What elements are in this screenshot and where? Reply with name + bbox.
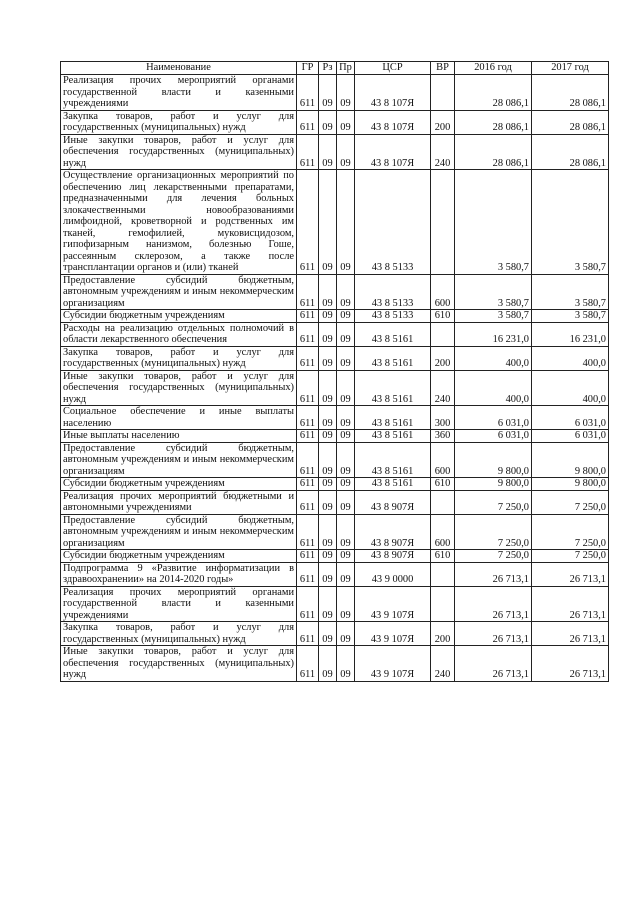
cell-rz: 09 xyxy=(319,134,337,170)
cell-2017: 6 031,0 xyxy=(532,430,609,443)
header-2016: 2016 год xyxy=(455,62,532,75)
cell-vr: 200 xyxy=(431,110,455,134)
cell-2017: 28 086,1 xyxy=(532,75,609,111)
cell-csr: 43 9 107Я xyxy=(355,646,431,682)
cell-name: Предоставление субсидий бюджетным, автономным учреждениям и иным некоммерческим организациям xyxy=(61,514,297,550)
table-row xyxy=(61,490,609,514)
cell-rz: 09 xyxy=(319,430,337,443)
cell-rz: 09 xyxy=(319,406,337,430)
cell-gr: 611 xyxy=(297,550,319,563)
table-row xyxy=(61,322,609,346)
cell-gr: 611 xyxy=(297,514,319,550)
cell-vr: 200 xyxy=(431,622,455,646)
cell-2016: 26 713,1 xyxy=(455,622,532,646)
cell-2017: 16 231,0 xyxy=(532,322,609,346)
cell-name: Предоставление субсидий бюджетным, автономным учреждениям и иным некоммерческим организациям xyxy=(61,274,297,310)
cell-name: Реализация прочих мероприятий бюджетными и автономными учреждениями xyxy=(61,490,297,514)
cell-name: Субсидии бюджетным учреждениям xyxy=(61,478,297,491)
cell-2016: 3 580,7 xyxy=(455,274,532,310)
cell-2017: 7 250,0 xyxy=(532,490,609,514)
header-gr: ГР xyxy=(297,62,319,75)
cell-2016: 28 086,1 xyxy=(455,110,532,134)
cell-name: Субсидии бюджетным учреждениям xyxy=(61,550,297,563)
cell-2017: 26 713,1 xyxy=(532,586,609,622)
cell-name: Закупка товаров, работ и услуг для государственных (муниципальных) нужд xyxy=(61,622,297,646)
cell-vr xyxy=(431,562,455,586)
table-row xyxy=(61,310,609,323)
cell-csr: 43 9 107Я xyxy=(355,622,431,646)
cell-vr xyxy=(431,586,455,622)
cell-vr xyxy=(431,75,455,111)
cell-gr: 611 xyxy=(297,646,319,682)
table-row xyxy=(61,514,609,550)
table-row xyxy=(61,586,609,622)
cell-2017: 3 580,7 xyxy=(532,274,609,310)
table-row xyxy=(61,274,609,310)
cell-2017: 3 580,7 xyxy=(532,170,609,275)
cell-2016: 26 713,1 xyxy=(455,586,532,622)
table-row xyxy=(61,442,609,478)
cell-gr: 611 xyxy=(297,562,319,586)
cell-2017: 7 250,0 xyxy=(532,550,609,563)
cell-2016: 3 580,7 xyxy=(455,170,532,275)
cell-rz: 09 xyxy=(319,75,337,111)
table-header-row xyxy=(61,62,609,75)
cell-csr: 43 8 5161 xyxy=(355,478,431,491)
cell-pr: 09 xyxy=(337,562,355,586)
cell-name: Иные закупки товаров, работ и услуг для обеспечения государственных (муниципальных) нужд xyxy=(61,134,297,170)
cell-2016: 6 031,0 xyxy=(455,430,532,443)
header-name: Наименование xyxy=(61,62,297,75)
cell-name: Социальное обеспечение и иные выплаты населению xyxy=(61,406,297,430)
cell-2017: 26 713,1 xyxy=(532,646,609,682)
cell-rz: 09 xyxy=(319,322,337,346)
header-csr: ЦСР xyxy=(355,62,431,75)
table-row xyxy=(61,430,609,443)
table-row xyxy=(61,562,609,586)
cell-2016: 7 250,0 xyxy=(455,490,532,514)
cell-rz: 09 xyxy=(319,370,337,406)
cell-pr: 09 xyxy=(337,586,355,622)
cell-rz: 09 xyxy=(319,110,337,134)
cell-rz: 09 xyxy=(319,586,337,622)
cell-csr: 43 8 907Я xyxy=(355,490,431,514)
cell-name: Расходы на реализацию отдельных полномочий в области лекарственного обеспечения xyxy=(61,322,297,346)
cell-2017: 9 800,0 xyxy=(532,442,609,478)
header-2017: 2017 год xyxy=(532,62,609,75)
cell-2017: 26 713,1 xyxy=(532,562,609,586)
cell-vr: 360 xyxy=(431,430,455,443)
cell-csr: 43 8 5133 xyxy=(355,274,431,310)
cell-pr: 09 xyxy=(337,514,355,550)
cell-csr: 43 8 907Я xyxy=(355,550,431,563)
cell-gr: 611 xyxy=(297,370,319,406)
cell-pr: 09 xyxy=(337,622,355,646)
cell-2016: 26 713,1 xyxy=(455,562,532,586)
cell-vr xyxy=(431,322,455,346)
cell-csr: 43 9 107Я xyxy=(355,586,431,622)
cell-2017: 3 580,7 xyxy=(532,310,609,323)
cell-2017: 28 086,1 xyxy=(532,134,609,170)
cell-gr: 611 xyxy=(297,346,319,370)
cell-vr: 600 xyxy=(431,442,455,478)
cell-rz: 09 xyxy=(319,170,337,275)
cell-2016: 7 250,0 xyxy=(455,514,532,550)
table-row xyxy=(61,478,609,491)
table-row xyxy=(61,110,609,134)
cell-2016: 3 580,7 xyxy=(455,310,532,323)
cell-vr: 600 xyxy=(431,274,455,310)
cell-csr: 43 9 0000 xyxy=(355,562,431,586)
cell-name: Предоставление субсидий бюджетным, автономным учреждениям и иным некоммерческим организациям xyxy=(61,442,297,478)
cell-rz: 09 xyxy=(319,442,337,478)
cell-rz: 09 xyxy=(319,346,337,370)
cell-pr: 09 xyxy=(337,310,355,323)
cell-pr: 09 xyxy=(337,430,355,443)
cell-2016: 400,0 xyxy=(455,370,532,406)
cell-csr: 43 8 907Я xyxy=(355,514,431,550)
cell-2017: 400,0 xyxy=(532,346,609,370)
cell-name: Субсидии бюджетным учреждениям xyxy=(61,310,297,323)
cell-rz: 09 xyxy=(319,550,337,563)
header-rz: Рз xyxy=(319,62,337,75)
cell-2017: 7 250,0 xyxy=(532,514,609,550)
cell-gr: 611 xyxy=(297,75,319,111)
cell-gr: 611 xyxy=(297,134,319,170)
budget-table xyxy=(60,61,609,682)
cell-vr: 200 xyxy=(431,346,455,370)
cell-2017: 26 713,1 xyxy=(532,622,609,646)
cell-csr: 43 8 5161 xyxy=(355,406,431,430)
cell-name: Реализация прочих мероприятий органами государственной власти и казенными учреждениями xyxy=(61,586,297,622)
cell-2016: 7 250,0 xyxy=(455,550,532,563)
header-vr: ВР xyxy=(431,62,455,75)
cell-csr: 43 8 5161 xyxy=(355,442,431,478)
cell-vr: 240 xyxy=(431,134,455,170)
cell-name: Иные закупки товаров, работ и услуг для обеспечения государственных (муниципальных) нужд xyxy=(61,646,297,682)
cell-vr: 610 xyxy=(431,478,455,491)
cell-gr: 611 xyxy=(297,110,319,134)
cell-name: Иные закупки товаров, работ и услуг для обеспечения государственных (муниципальных) нужд xyxy=(61,370,297,406)
cell-rz: 09 xyxy=(319,310,337,323)
cell-2017: 6 031,0 xyxy=(532,406,609,430)
cell-gr: 611 xyxy=(297,310,319,323)
cell-vr: 240 xyxy=(431,646,455,682)
cell-2016: 28 086,1 xyxy=(455,75,532,111)
cell-gr: 611 xyxy=(297,442,319,478)
cell-csr: 43 8 5133 xyxy=(355,170,431,275)
cell-gr: 611 xyxy=(297,430,319,443)
cell-csr: 43 8 5161 xyxy=(355,322,431,346)
cell-2016: 28 086,1 xyxy=(455,134,532,170)
cell-2016: 400,0 xyxy=(455,346,532,370)
cell-pr: 09 xyxy=(337,442,355,478)
cell-csr: 43 8 5161 xyxy=(355,430,431,443)
cell-pr: 09 xyxy=(337,478,355,491)
cell-pr: 09 xyxy=(337,490,355,514)
table-row xyxy=(61,75,609,111)
cell-vr: 300 xyxy=(431,406,455,430)
cell-gr: 611 xyxy=(297,622,319,646)
cell-csr: 43 8 107Я xyxy=(355,134,431,170)
cell-gr: 611 xyxy=(297,274,319,310)
cell-csr: 43 8 5161 xyxy=(355,346,431,370)
table-row xyxy=(61,646,609,682)
cell-pr: 09 xyxy=(337,110,355,134)
table-row xyxy=(61,370,609,406)
cell-pr: 09 xyxy=(337,370,355,406)
cell-vr: 240 xyxy=(431,370,455,406)
cell-name: Подпрограмма 9 «Развитие информатизации в здравоохранении» на 2014-2020 годы» xyxy=(61,562,297,586)
table-row xyxy=(61,346,609,370)
cell-name: Осуществление организационных мероприятий по обеспечению лиц лекарственными препаратами, предназначенными для лечения больных злокачественными новообразованиями лимфоидной, кроветворной и родственных им тканей, гемофилией, муковисцидозом, гипофизарным нанизмом, болезнью Гоше, рассеянным склерозом, а также после трансплантации органов и (или) тканей xyxy=(61,170,297,275)
cell-2016: 9 800,0 xyxy=(455,442,532,478)
table-row xyxy=(61,170,609,275)
cell-pr: 09 xyxy=(337,274,355,310)
table-row xyxy=(61,622,609,646)
cell-rz: 09 xyxy=(319,622,337,646)
cell-rz: 09 xyxy=(319,490,337,514)
cell-gr: 611 xyxy=(297,586,319,622)
cell-csr: 43 8 107Я xyxy=(355,110,431,134)
cell-gr: 611 xyxy=(297,478,319,491)
cell-pr: 09 xyxy=(337,322,355,346)
cell-name: Реализация прочих мероприятий органами государственной власти и казенными учреждениями xyxy=(61,75,297,111)
table-body xyxy=(61,75,609,682)
table-row xyxy=(61,134,609,170)
cell-gr: 611 xyxy=(297,322,319,346)
cell-vr: 600 xyxy=(431,514,455,550)
cell-2017: 400,0 xyxy=(532,370,609,406)
cell-rz: 09 xyxy=(319,478,337,491)
cell-2017: 28 086,1 xyxy=(532,110,609,134)
cell-gr: 611 xyxy=(297,406,319,430)
cell-gr: 611 xyxy=(297,490,319,514)
cell-pr: 09 xyxy=(337,346,355,370)
cell-pr: 09 xyxy=(337,75,355,111)
cell-pr: 09 xyxy=(337,134,355,170)
cell-name: Закупка товаров, работ и услуг для государственных (муниципальных) нужд xyxy=(61,110,297,134)
cell-rz: 09 xyxy=(319,562,337,586)
cell-rz: 09 xyxy=(319,274,337,310)
cell-pr: 09 xyxy=(337,170,355,275)
header-pr: Пр xyxy=(337,62,355,75)
cell-csr: 43 8 5161 xyxy=(355,370,431,406)
cell-2016: 9 800,0 xyxy=(455,478,532,491)
table-row xyxy=(61,406,609,430)
cell-2016: 6 031,0 xyxy=(455,406,532,430)
cell-pr: 09 xyxy=(337,406,355,430)
cell-vr xyxy=(431,490,455,514)
cell-vr: 610 xyxy=(431,310,455,323)
cell-pr: 09 xyxy=(337,550,355,563)
cell-gr: 611 xyxy=(297,170,319,275)
cell-csr: 43 8 5133 xyxy=(355,310,431,323)
cell-vr: 610 xyxy=(431,550,455,563)
cell-name: Иные выплаты населению xyxy=(61,430,297,443)
cell-name: Закупка товаров, работ и услуг для государственных (муниципальных) нужд xyxy=(61,346,297,370)
cell-2017: 9 800,0 xyxy=(532,478,609,491)
cell-vr xyxy=(431,170,455,275)
cell-2016: 16 231,0 xyxy=(455,322,532,346)
cell-pr: 09 xyxy=(337,646,355,682)
cell-rz: 09 xyxy=(319,514,337,550)
cell-csr: 43 8 107Я xyxy=(355,75,431,111)
cell-2016: 26 713,1 xyxy=(455,646,532,682)
cell-rz: 09 xyxy=(319,646,337,682)
table-row xyxy=(61,550,609,563)
